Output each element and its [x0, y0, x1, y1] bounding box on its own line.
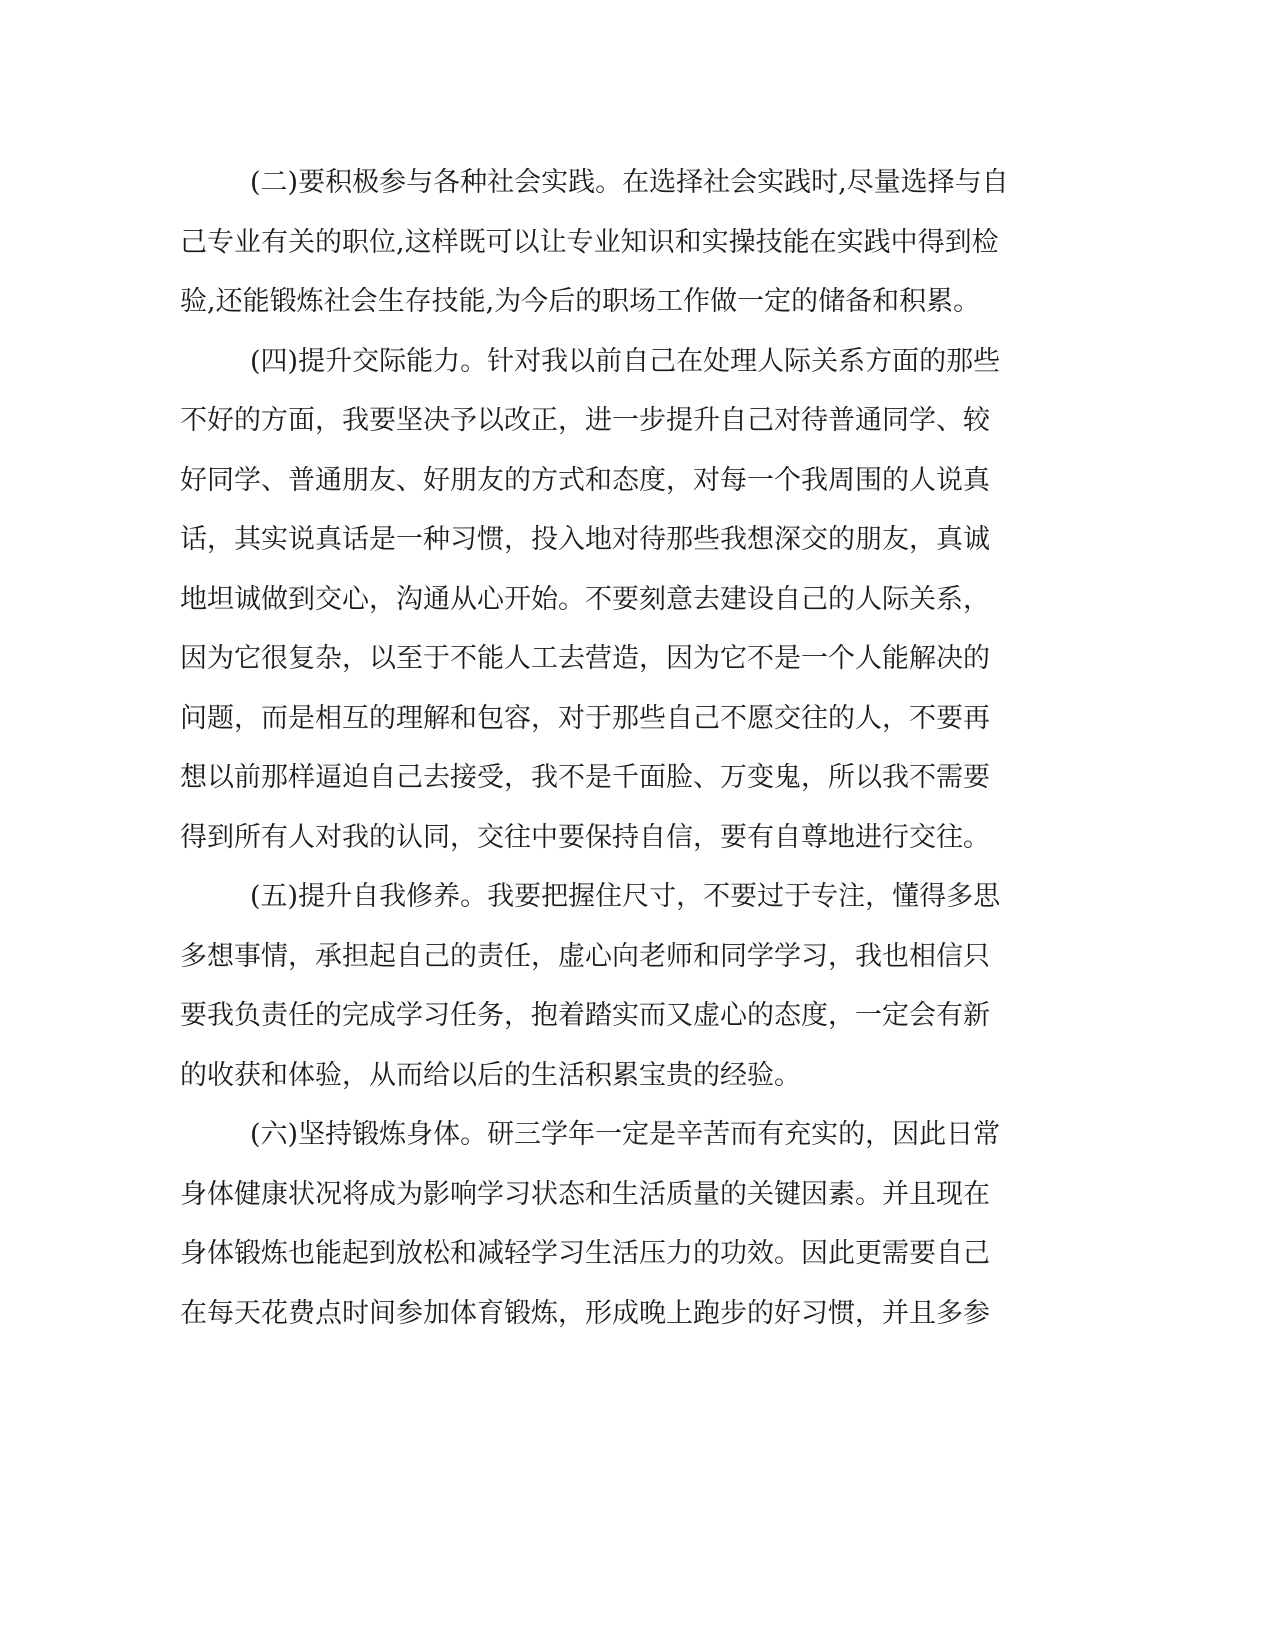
paragraph-social-practice — [180, 153, 1030, 332]
text-line: 要我负责任的完成学习任务，抱着踏实而又虚心的态度，一定会有新 — [180, 1000, 990, 1031]
text-line: 多想事情，承担起自己的责任，虚心向老师和同学学习，我也相信只 — [180, 940, 990, 972]
text-line: 验,还能锻炼社会生存技能,为今后的职场工作做一定的储备和积累。 — [180, 286, 981, 317]
text-line: 得到所有人对我的认同，交往中要保持自信，要有自尊地进行交往。 — [180, 821, 990, 853]
paragraph-self-cultivation — [180, 867, 1030, 1105]
text-line: 不好的方面，我要坚决予以改正，进一步提升自己对待普通同学、较 — [180, 405, 990, 436]
text-line: 己专业有关的职位,这样既可以让专业知识和实操技能在实践中得到检 — [180, 226, 999, 258]
text-line: (四)提升交际能力。针对我以前自己在处理人际关系方面的那些 — [250, 345, 1001, 377]
text-line: 身体健康状况将成为影响学习状态和生活质量的关键因素。并且现在 — [180, 1178, 990, 1210]
text-line: (五)提升自我修养。我要把握住尺寸，不要过于专注，懂得多思 — [250, 881, 1001, 912]
paragraph-physical-exercise — [180, 1105, 1030, 1343]
text-line: 在每天花费点时间参加体育锻炼，形成晚上跑步的好习惯，并且多参 — [180, 1297, 990, 1329]
text-line: (六)坚持锻炼身体。研三学年一定是辛苦而有充实的，因此日常 — [250, 1119, 1001, 1150]
document-page — [180, 153, 1030, 1343]
text-line: 话，其实说真话是一种习惯，投入地对待那些我想深交的朋友，真诚 — [180, 524, 990, 555]
text-line: (二)要积极参与各种社会实践。在选择社会实践时,尽量选择与自 — [250, 167, 1009, 198]
text-line: 地坦诚做到交心，沟通从心开始。不要刻意去建设自己的人际关系， — [180, 583, 990, 615]
text-line: 好同学、普通朋友、好朋友的方式和态度，对每一个我周围的人说真 — [180, 464, 990, 496]
text-line: 身体锻炼也能起到放松和减轻学习生活压力的功效。因此更需要自己 — [180, 1238, 990, 1269]
text-line: 因为它很复杂，以至于不能人工去营造，因为它不是一个人能解决的 — [180, 643, 990, 674]
text-line: 问题，而是相互的理解和包容，对于那些自己不愿交往的人，不要再 — [180, 702, 990, 734]
text-line: 的收获和体验，从而给以后的生活积累宝贵的经验。 — [180, 1059, 801, 1091]
text-line: 想以前那样逼迫自己去接受，我不是千面脸、万变鬼，所以我不需要 — [180, 762, 990, 793]
paragraph-social-skills — [180, 332, 1030, 868]
